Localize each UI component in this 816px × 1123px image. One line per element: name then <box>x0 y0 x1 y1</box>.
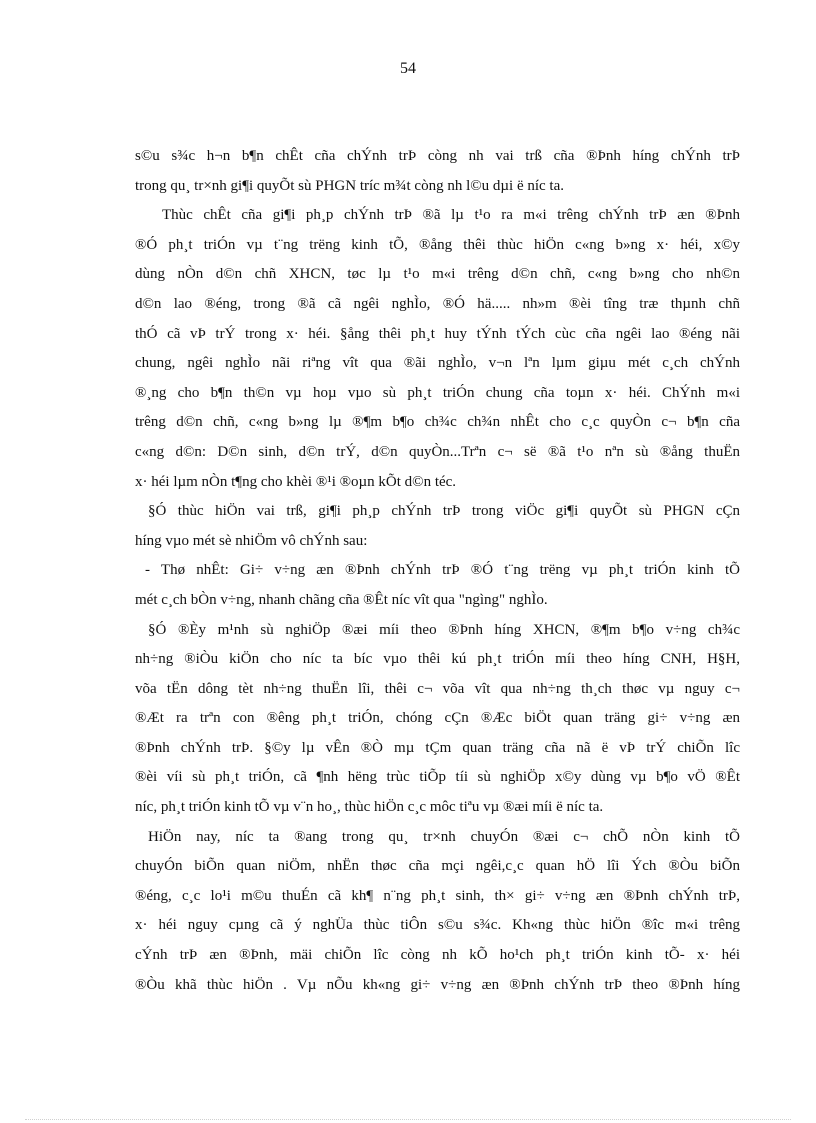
text-line: s©u s¾c h¬n b¶n chÊt cña chÝnh trÞ còng nh vai trß cña ®Þnh híng chÝnh trÞ <box>135 148 740 164</box>
text-line: dùng nÒn d©n chñ XHCN, tøc lµ t¹o m«i trêng d©n chñ, c«ng b»ng cho nh©n <box>135 266 740 283</box>
text-line: trong qu¸ tr×nh gi¶i quyÕt sù PHGN tríc m¾t còng nh l©u dµi ë níc ta. <box>135 177 565 194</box>
text-line: ®¸ng cho b¶n th©n vµ hoµ vµo sù ph¸t triÓn chung cña toµn x· héi. ChÝnh m«i <box>135 384 740 401</box>
text-line: ®èi víi sù ph¸t triÓn, cã ¶nh hëng trùc tiÕp tíi sù nghiÖp x©y dùng vµ b¶o vÖ ®Êt <box>135 769 740 786</box>
text-line: HiÖn nay, níc ta ®ang trong qu¸ tr×nh chuyÓn ®æi c¬ chÕ nÒn kinh tÕ <box>148 828 740 845</box>
text-line: §Ó thùc hiÖn vai trß, gi¶i ph¸p chÝnh trÞ trong viÖc gi¶i quyÕt sù PHGN cÇn <box>148 503 740 520</box>
page-bottom-rule <box>25 1119 791 1120</box>
text-line: x· héi nguy cµng cã ý nghÜa thùc tiÔn s©u s¾c. Kh«ng thùc hiÖn ®îc m«i trêng <box>135 917 740 934</box>
text-line: ®éng, c¸c lo¹i m©u thuÉn cã kh¶ n¨ng ph¸t sinh, th× gi÷ v÷ng æn ®Þnh chÝnh trÞ, <box>135 887 740 904</box>
text-line: ®Òu khã thùc hiÖn . Vµ nÕu kh«ng gi÷ v÷ng æn ®Þnh chÝnh trÞ theo ®Þnh híng <box>135 976 740 993</box>
text-line: ®Ó ph¸t triÓn vµ t¨ng trëng kinh tÕ, ®ång thêi thùc hiÖn c«ng b»ng x· héi, x©y <box>135 236 740 253</box>
text-line: chung, ngêi nghÌo nãi riªng vît qua ®ãi nghÌo, v¬n lªn lµm giµu mét c¸ch chÝnh <box>135 355 740 372</box>
text-line: níc, ph¸t triÓn kinh tÕ vµ v¨n ho¸, thùc hiÖn c¸c môc tiªu vµ ®æi míi ë níc ta. <box>135 799 604 816</box>
text-line: c«ng d©n: D©n sinh, d©n trÝ, d©n quyÒn...Trªn c¬ së ®ã t¹o nªn sù ®ång thuËn <box>135 443 740 460</box>
body-text <box>135 142 740 1000</box>
text-line: híng vµo mét sè nhiÖm vô chÝnh sau: <box>135 532 368 549</box>
text-line: x· héi lµm nÒn t¶ng cho khèi ®¹i ®oµn kÕt d©n téc. <box>135 473 457 490</box>
text-line: cÝnh trÞ æn ®Þnh, mäi chiÕn lîc còng nh kÕ ho¹ch ph¸t triÓn kinh tÕ- x· héi <box>135 947 740 964</box>
text-line: - Thø nhÊt: Gi÷ v÷ng æn ®Þnh chÝnh trÞ ®Ó t¨ng trëng vµ ph¸t triÓn kinh tÕ <box>145 562 740 579</box>
text-line: nh÷ng ®iÒu kiÖn cho níc ta bíc vµo thêi kú ph¸t triÓn míi theo híng CNH, H§H, <box>135 651 740 668</box>
text-line: d©n lao ®éng, trong ®ã cã ngêi nghÌo, ®Ó hä..... nh»m ®èi tîng træ thµnh chñ <box>135 295 740 312</box>
text-line: thÓ cã vÞ trÝ trong x· héi. §ång thêi ph¸t huy tÝnh tÝch cùc cña ngêi lao ®éng nãi <box>135 325 740 342</box>
text-line: võa tËn dông tèt nh÷ng thuËn lîi, thêi c¬ võa vît qua nh÷ng th¸ch thøc vµ nguy c¬ <box>135 680 740 697</box>
text-line: Thùc chÊt cña gi¶i ph¸p chÝnh trÞ ®ã lµ t¹o ra m«i trêng chÝnh trÞ æn ®Þnh <box>162 207 740 224</box>
page-number: 54 <box>400 60 416 77</box>
text-line: chuyÓn biÕn quan niÖm, nhËn thøc cña mçi ngêi,c¸c quan hÖ lîi Ých ®Òu biÕn <box>135 858 740 875</box>
text-line: trêng d©n chñ, c«ng b»ng lµ ®¶m b¶o ch¾c ch¾n nhÊt cho c¸c quyÒn c¬ b¶n cña <box>135 414 740 431</box>
text-line: ®Þnh chÝnh trÞ. §©y lµ vÊn ®Ò mµ tÇm quan träng cña nã ë vÞ trÝ chiÕn lîc <box>135 739 740 756</box>
text-line: §Ó ®Èy m¹nh sù nghiÖp ®æi míi theo ®Þnh híng XHCN, ®¶m b¶o v÷ng ch¾c <box>148 621 740 638</box>
text-line: mét c¸ch bÒn v÷ng, nhanh chãng cña ®Êt níc vît qua "ngìng" nghÌo. <box>135 591 548 608</box>
text-line: ®Æt ra trªn con ®êng ph¸t triÓn, chóng cÇn ®Æc biÖt quan träng gi÷ v÷ng æn <box>135 710 740 727</box>
